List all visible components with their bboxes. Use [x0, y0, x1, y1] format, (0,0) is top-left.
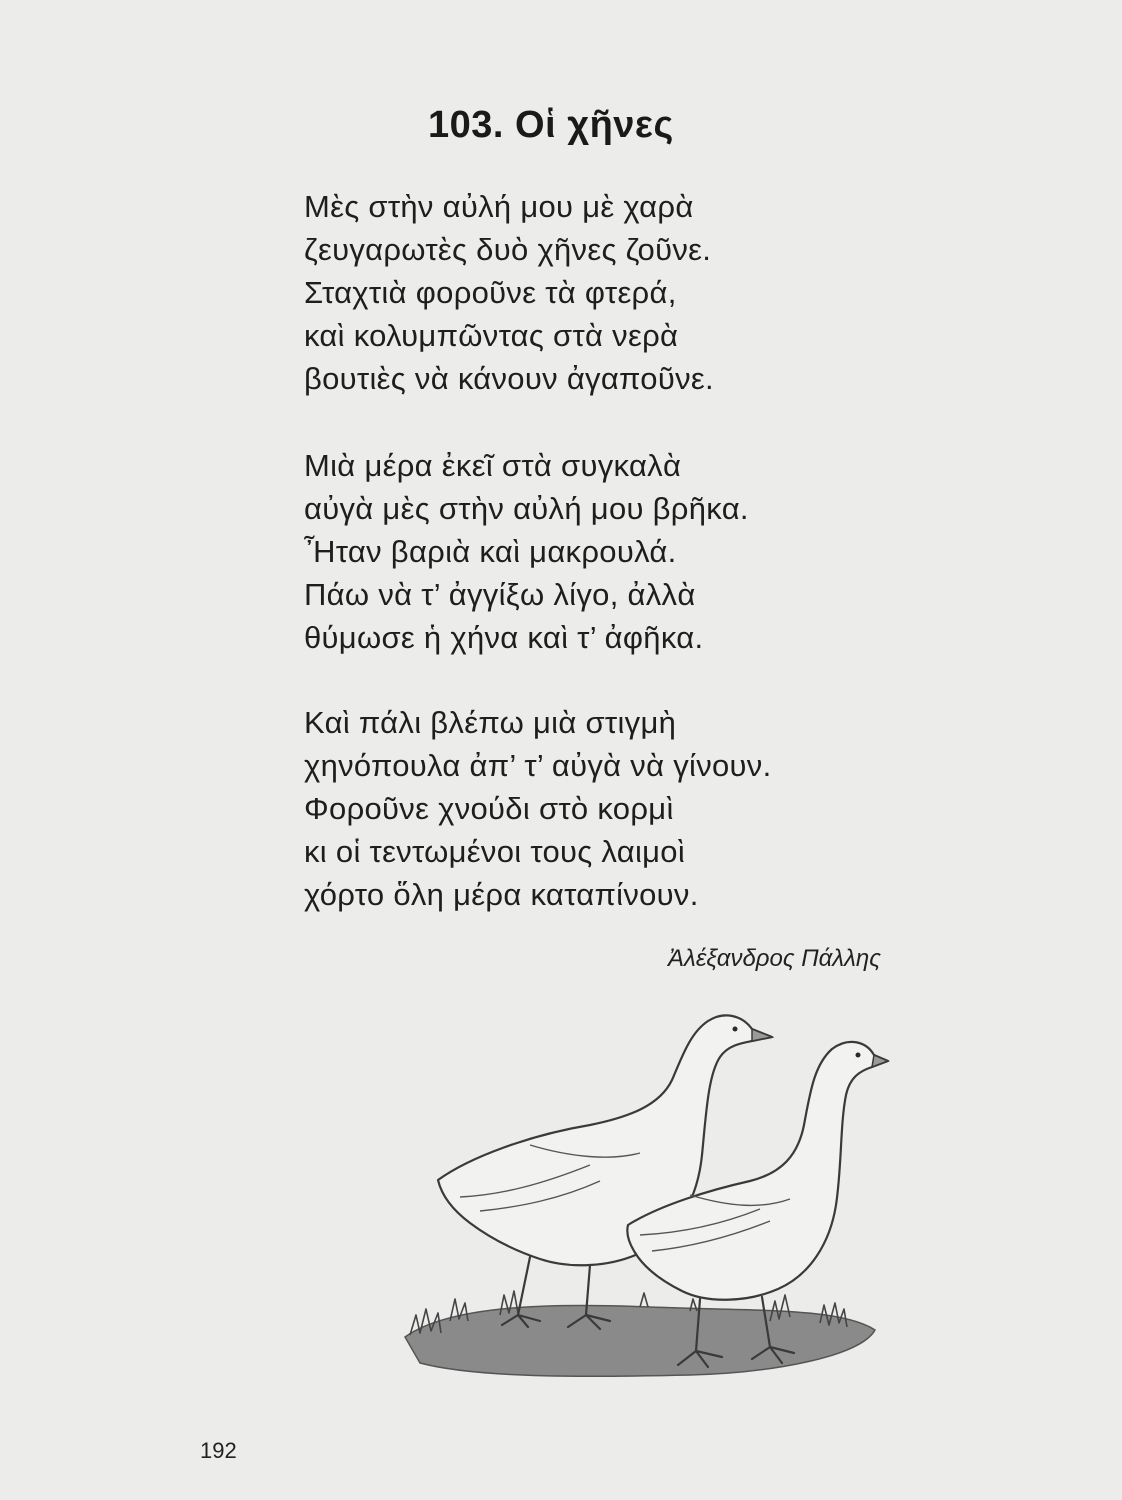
- grass-patch: [405, 1291, 875, 1376]
- poem-line: Φοροῦνε χνούδι στὸ κορμὶ: [304, 791, 674, 826]
- poem-line: Καὶ πάλι βλέπω μιὰ στιγμὴ: [304, 705, 677, 740]
- poem-line: Σταχτιὰ φοροῦνε τὰ φτερά,: [304, 275, 677, 310]
- poem-line: ζευγαρωτὲς δυὸ χῆνες ζοῦνε.: [304, 232, 712, 267]
- poem-line: κι οἱ τεντωμένοι τους λαιμοὶ: [304, 834, 686, 869]
- poem-title: 103. Οἱ χῆνες: [428, 104, 674, 146]
- two-geese-illustration: [390, 985, 890, 1405]
- poem-line: καὶ κολυμπῶντας στὰ νερὰ: [304, 318, 679, 353]
- stanza-3: [304, 701, 772, 916]
- poem-line: Πάω νὰ τ’ ἀγγίξω λίγο, ἀλλὰ: [304, 577, 696, 612]
- page-number: 192: [200, 1438, 237, 1463]
- poem-author: Ἀλέξανδρος Πάλλης: [668, 945, 881, 972]
- poem-line: Ἦταν βαριὰ καὶ μακρουλά.: [304, 534, 677, 569]
- poem-line: θύμωσε ἡ χήνα καὶ τ’ ἀφῆκα.: [304, 620, 704, 655]
- stanza-1: [304, 185, 714, 400]
- poem-line: αὐγὰ μὲς στὴν αὐλή μου βρῆκα.: [304, 491, 749, 526]
- poem-line: Μὲς στὴν αὐλή μου μὲ χαρὰ: [304, 189, 694, 224]
- poem-line: χηνόπουλα ἀπ’ τ’ αὐγὰ νὰ γίνουν.: [304, 748, 772, 783]
- stanza-2: [304, 444, 749, 659]
- poem-line: χόρτο ὅλη μέρα καταπίνουν.: [304, 877, 699, 912]
- poem-line: βουτιὲς νὰ κάνουν ἀγαποῦνε.: [304, 361, 714, 396]
- poem-line: Μιὰ μέρα ἐκεῖ στὰ συγκαλὰ: [304, 448, 682, 483]
